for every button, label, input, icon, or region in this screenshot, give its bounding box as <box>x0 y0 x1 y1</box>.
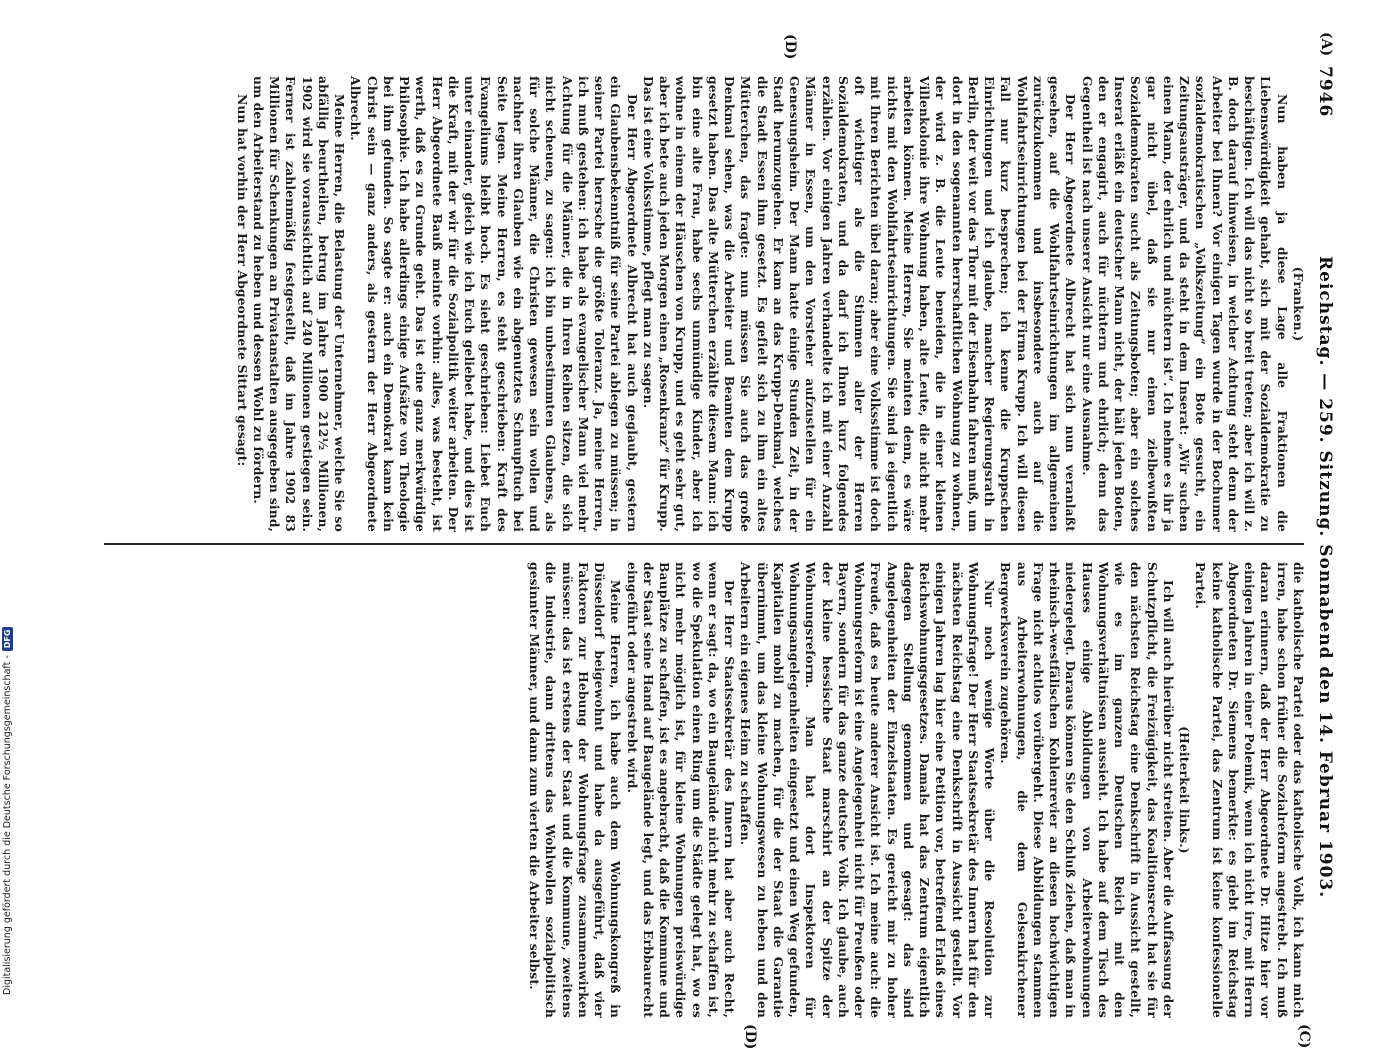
newspaper-page <box>98 32 1338 1049</box>
interjection: (Heiterkeit links.) <box>1177 726 1193 854</box>
paragraph: Der Herr Staatssekretär des Innern hat aber auch Recht, wenn er sagt: da, wo ein Baugelände nicht mehr zu schaffen ist, wo die Spekulation einen Ring um die Städte gelegt hat, wo es nicht mehr möglich ist, für kleine Wohnungen preiswürdige Bauplätze zu schaffen, ist es angebracht, daß die Kommune und der Staat seine Hand auf Baugelände legt, und das Erbbaurecht eingeführt oder angestrebt wird. <box>624 562 738 1018</box>
column-divider <box>104 543 1304 545</box>
paragraph: Meine Herren, ich habe auch dem Wohnungskongreß in Düsseldorf beigewohnt und habe da ausgeführt, daß vier Faktoren zur Hebung der Wohnungsfrage zusammenwirken müssen: das ist erstens der Staat und die Kommune, zweitens die Industrie, dann drittens das Wohlwollen sozialpolitisch gesinnter Männer, und dann zum vierten die Arbeiter selbst. <box>527 562 624 1018</box>
speaker-label: (Franken.) <box>1291 266 1306 342</box>
margin-marker-c: (C) <box>1296 1024 1312 1049</box>
margin-marker-d-left: (D) <box>782 34 798 60</box>
credit-text: Digitalisierung gefördert durch die Deutsche Forschungsgemeinschaft - <box>2 655 13 995</box>
margin-marker-d-right: (D) <box>742 1024 758 1049</box>
paragraph: Nun hat vorhin der Herr Abgeordnete Sittart gesagt: <box>234 94 250 467</box>
paragraph: Der Herr Abgeordnete Albrecht hat sich nun veranlaßt gesehen, auf die Wohlfahrtseinrichtungen im allgemeinen zurückzukommen und insbesondere auch auf die Wohlfahrtseinrichtungen bei der Firma Krupp. Ich will diesen Fall nur kurz besprechen; ich kenne die Kruppschen Einrichtungen und ich glaube, mancher Regierungsrath in Berlin, der weit vor das Thor mit der Eisenbahn fahren muß, um dort in den sogenannten herrschaftlichen Wohnung zu wohnen, der wird z. B. die Leute beneiden, die in einer kleinen Villenkolonie ihre Wohnung haben, alte Leute, die nicht mehr arbeiten können. Meine Herren, Sie meinten denn, es wäre nichts mit den Wohlfahrtseinrichtungen. Sie sind ja eigentlich mit Ihren Berichten übel daran; aber eine Volksstimme ist doch oft wichtiger als die Stimmen aller der Herren Sozialdemokraten, und da darf ich Ihnen kurz folgendes erzählen. Vor einigen Jahren verhandelte ich mit einer Anzahl Männer in Essen, um den Vorsteher aufzustellen für ein Genesungsheim. Der Mann hatte einige Stunden Zeit, in der Stadt herumzugehen. Er kam an das Krupp-Denkmal, welches die Stadt Essen ihm gesetzt. Es gefielt sich zu ihm ein altes Mütterchen, das fragte: nun müssen Sie auch das große Denkmal sehen, was die Arbeiter und Beamten dem Krupp gesetzt haben. Das alte Mütterchen erzählte diesem Mann: ich bin eine alte Frau, habe sechs unmündige Kinder, aber ich wohne in einem der Häuschen von Krupp, und es geht sehr gut, aber ich bete auch jeden Morgen einen „Rosenkranz“ für Krupp. Das ist eine Volksstimme, pflegt man zu sagen. <box>641 76 1079 532</box>
paragraph: Nun haben ja diese Lage alle Fraktionen die Liebenswürdigkeit gehabt, sich mit der Sozialdemokratie zu beschäftigen. Ich will das nicht so breit treten; aber ich will z. B. doch darauf hinweisen, in welcher Achtung steht denn der Arbeiter bei Ihnen? Vor einigen Tagen wurde in der Bochumer sozialdemokratischen „Volkszeitung“ ein Bote gesucht, ein Zeitungsausträger, und da steht in dem Inserat: „Wir suchen einen Mann, der ehrlich und nüchtern ist“. Ich nehme es ihr ja gar nicht übel, daß sie nur einen zielbewußten Sozialdemokraten sucht als Zeitungsboten; aber ein solches Inserat erläßt ein deutscher Mann nicht, der hält jeden Boten, den er engagirt, auch für nüchtern und ehrlich; denn das Gegentheil ist nach unserer Ansicht nur eine Ausnahme. <box>1079 76 1290 532</box>
paragraph: Nur noch wenige Worte über die Resolution zur Wohnungsfrage! Der Herr Staatssekretär des Innern hat für den nächsten Reichstag eine Denkschrift in Aussicht gestellt. Vor einigen Jahren lag hier eine Petition vor, betreffend Erlaß eines Reichswohnungsgesetzes. Damals hat das Zentrum eigentlich dagegen Stellung genommen und gesagt: das sind Angelegenheiten der Einzelstaaten. Es gereicht mir zu hoher Freude, daß es heute anderer Ansicht ist. Ich meine auch: die Wohnungsreform ist eine Angelegenheit nicht für Preußen oder Bayern, sondern für das ganze deutsche Volk. Ich glaube, auch der kleine hessische Staat marschirt an der Spitze der Wohnungsreform. Man hat dort Inspektoren für Wohnungsangelegenheiten eingesetzt und einen Weg gefunden, Kapitalien mobil zu machen, für die der Staat die Garantie übernimmt, um das kleine Wohnungswesen zu heben und den Arbeitern ein eigenes Heim zu schaffen. <box>738 562 998 1018</box>
paragraph: Der Herr Abgeordnete Albrecht hat auch geglaubt, gestern ein Glaubensbekenntniß für seine Partei ablegen zu müssen; in seiner Partei herrsche die größte Toleranz. Ja, meine Herren, ich muß gestehen: ich habe als evangelischer Mann viel mehr Achtung für die Männer, die in Ihren Reihen sitzen, die sich nicht scheuen, zu sagen: ich bin unbestimmten Glaubens, als für solche Männer, die Christen gewesen sein wollen und nachher ihren Glauben wie ein abgenutztes Schnupftuch bei Seite legen. Meine Herren, es steht geschrieben: Kraft des Evangeliums bleibt hoch. Es sieht geschrieben: Liebet Euch unter einander, gleich wie ich Euch geliebet habe, und dies ist die Kraft, mit der wir für die Sozialpolitik weiter arbeiten. Der Herr Abgeordnete Bauß meinte vorhin: alles, was besteht, ist werth, daß es zu Grunde geht. Das ist eine ganz merkwürdige Philosophie. Ich habe allerdings einige Aufsätze von Theologie bei ihm gefunden. So sagte er: auch ein Demokrat kann kein Christ sein — ganz anders, als gestern der Herr Abgeordnete Albrecht. <box>348 76 640 532</box>
paragraph: Ich will auch hierüber nicht streiten. Aber die Auffassung der Schutzpflicht, die Freizügigkeit, das Koalitionsrecht hat sie für den nächsten Reichstag eine Denkschrift in Aussicht gestellt, wie es im ganzen Deutschen Reich mit den Wohnungsverhältnissen aussieht. Ich habe auf dem Tisch des Hauses einige Abbildungen von Arbeiterwohnungen niedergelegt. Daraus können Sie den Schluß ziehen, daß man in rheinisch-westfälischen Kohlenrevier an diesen hochwichtigen Frage nicht achtlos vorübergeht. Diese Abbildungen stammen aus Arbeiterwohnungen, die dem Gelsenkirchener Bergwerksverein zugehören. <box>998 562 1176 1018</box>
dfg-logo: DFG <box>2 627 13 652</box>
paragraph: Meine Herren, die Belastung der Unternehmer, welche Sie so abfällig beurtheilen, betrug im Jahre 1900 212½ Millionen, 1902 wird sie voraussichtlich auf 240 Millionen gestiegen sein. Ferner ist zahlenmäßig festgestellt, daß im Jahre 1902 83 Millionen für Schenkungen an Privatanstalten ausgegeben sind, um den Arbeiterstand zu heben und dessen Wohl zu fördern. <box>251 76 348 532</box>
running-title: Reichstag. — 259. Sitzung. Sonnabend den 14. Februar 1903. <box>1315 256 1335 899</box>
page-number: 7946 <box>1315 66 1335 118</box>
right-text-column <box>526 562 1306 1018</box>
margin-marker-a: (A) <box>1318 32 1334 57</box>
left-text-column <box>234 76 1307 532</box>
digitization-credit <box>2 627 13 995</box>
paragraph: die katholische Partei oder das katholische Volk, ich kann mich irren, habe schon früher die Sozialreform angestrebt. Ich muß daran erinnern, daß der Herr Abgeordnete Dr. Hitze hier vor einigen Jahren in einer Polemik, wenn ich nicht irre, mit Herrn Abgeordneten Dr. Siemens bemerkte: es giebt im Reichstag keine katholische Partei, das Zentrum ist keine konfessionelle Partei. <box>1193 562 1306 1018</box>
page-header <box>1312 66 1338 1026</box>
